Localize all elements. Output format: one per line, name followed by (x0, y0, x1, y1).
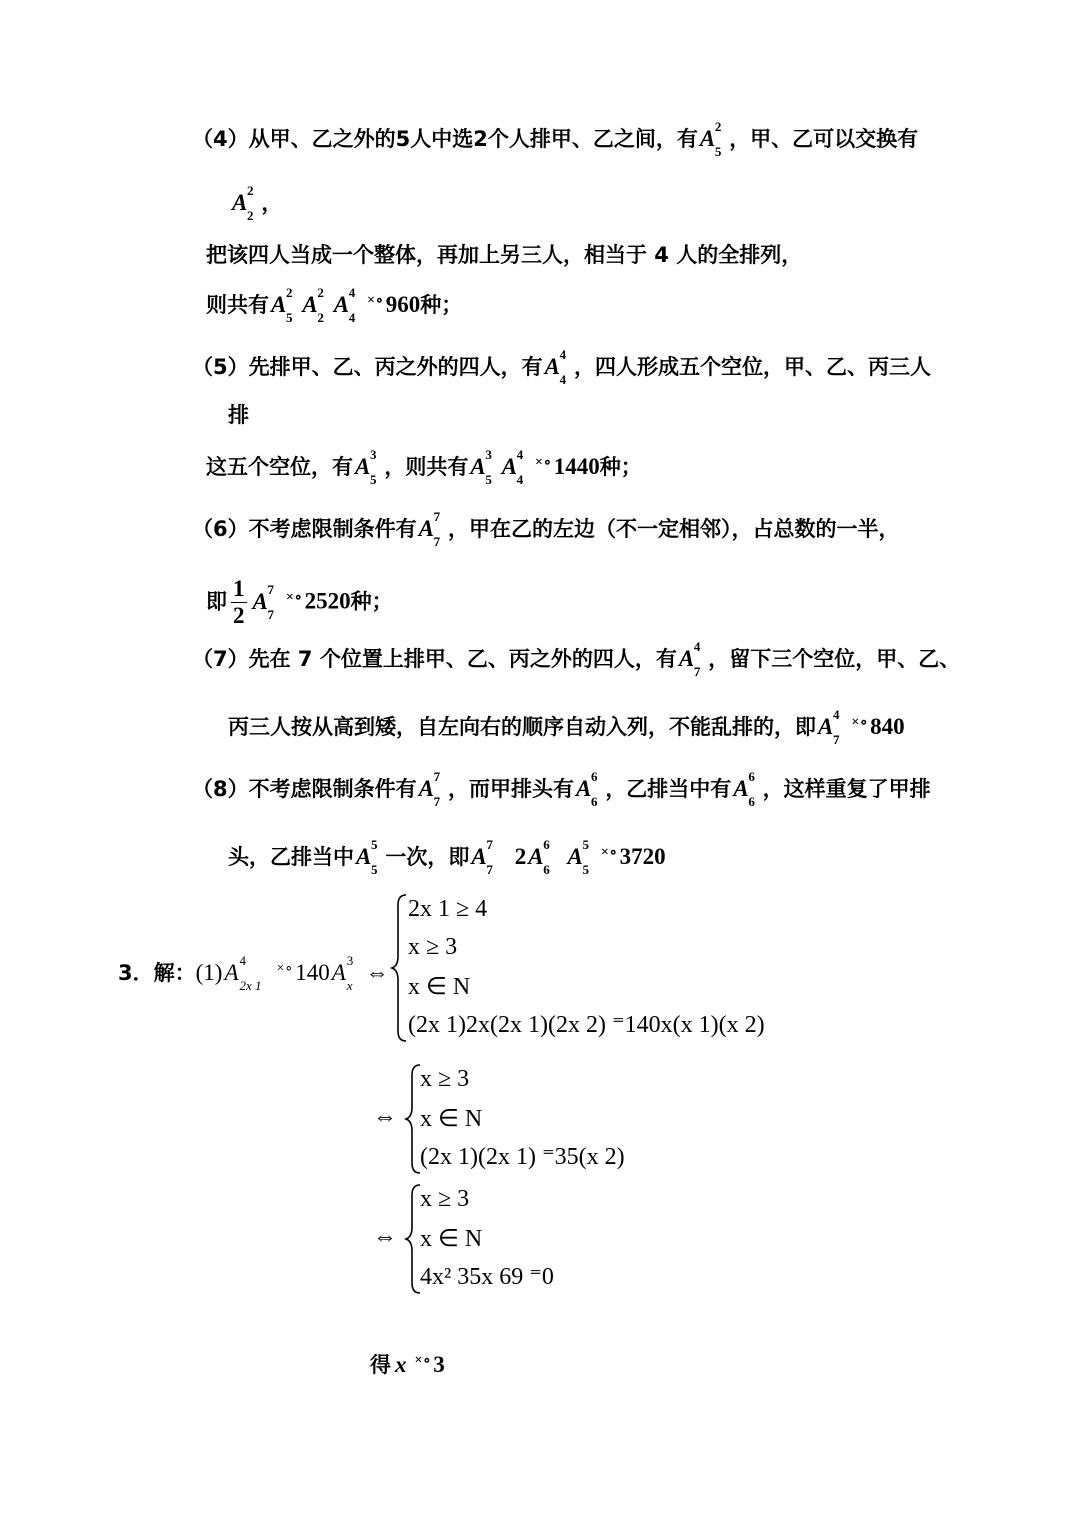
p7-line1: （7）先在 7 个位置上排甲、乙、丙之外的四人，有A 4 7 ，留下三个空位，甲、乙、 (192, 639, 961, 679)
p5-line3: 这五个空位，有A 3 5 ，则共有A 3 5 A 4 4 ×∘1440种； (206, 447, 642, 487)
p4-line3: 把该四人当成一个整体，再加上另三人，相当于 4 人的全排列， (206, 243, 803, 267)
p5-line2: 排 (228, 403, 249, 427)
q3-head: 3．解：(1)A 4 2x 1 ×∘140A 3 x ⇔ (118, 953, 389, 993)
perm-A52: A 2 5 (699, 119, 722, 159)
sys1-row4: (2x 1)2x(2x 1)(2x 2) ⁼140x(x 1)(x 2) (408, 1012, 765, 1038)
sys2-row2: x ∈ N (420, 1106, 483, 1132)
sys2-row1: x ≥ 3 (420, 1066, 470, 1092)
p4-line2: A 2 2 ， (232, 183, 283, 223)
sys3-row2: x ∈ N (420, 1226, 483, 1252)
p6-line2: 即 $\frac{1}{2}$ A 7 7 ×∘2520种； (206, 576, 393, 628)
p7-line2: 丙三人按从高到矮，自左向右的顺序自动入列，不能乱排的，即A 4 7 ×∘840 (228, 707, 905, 747)
p8-line1: （8）不考虑限制条件有A 7 7 ，而甲排头有A 6 6 ，乙排当中有A 6 6 ，这样重复了甲排 (192, 769, 931, 809)
p4-line1: （4）从甲、乙之外的5人中选2个人排甲、乙之间，有A 2 5 ，甲、乙可以交换有 (192, 119, 919, 159)
brace-1 (390, 893, 408, 1043)
sys1-row2: x ≥ 3 (408, 934, 458, 960)
arrow-3: ⇔ (373, 1224, 397, 1250)
fraction-half: $\frac{1}{2}$ (233, 576, 245, 628)
arrow-2: ⇔ (373, 1104, 397, 1130)
perm-A22: A 2 2 (232, 183, 254, 223)
p5-line1: （5）先排甲、乙、丙之外的四人，有A 4 4 ，四人形成五个空位，甲、乙、丙三人 (192, 347, 931, 387)
q3-result: 得 x ×∘3 (370, 1352, 445, 1377)
p6-line1: （6）不考虑限制条件有A 7 7 ，甲在乙的左边（不一定相邻），占总数的一半， (192, 509, 900, 549)
sys1-row1: 2x 1 ≥ 4 (408, 896, 488, 922)
p8-line2: 头，乙排当中A 5 5 一次，即A 7 7 2A 6 6 A 5 5 ×∘3720 (228, 837, 666, 877)
sys3-row3: 4x² 35x 69 ⁼0 (420, 1264, 554, 1290)
sys2-row3: (2x 1)(2x 1) ⁼35(x 2) (420, 1144, 625, 1170)
sys3-row1: x ≥ 3 (420, 1186, 470, 1212)
sys1-row3: x ∈ N (408, 974, 471, 1000)
p4-line4: 则共有A 2 5 A 2 2 A 4 4 ×∘960种； (206, 285, 463, 325)
